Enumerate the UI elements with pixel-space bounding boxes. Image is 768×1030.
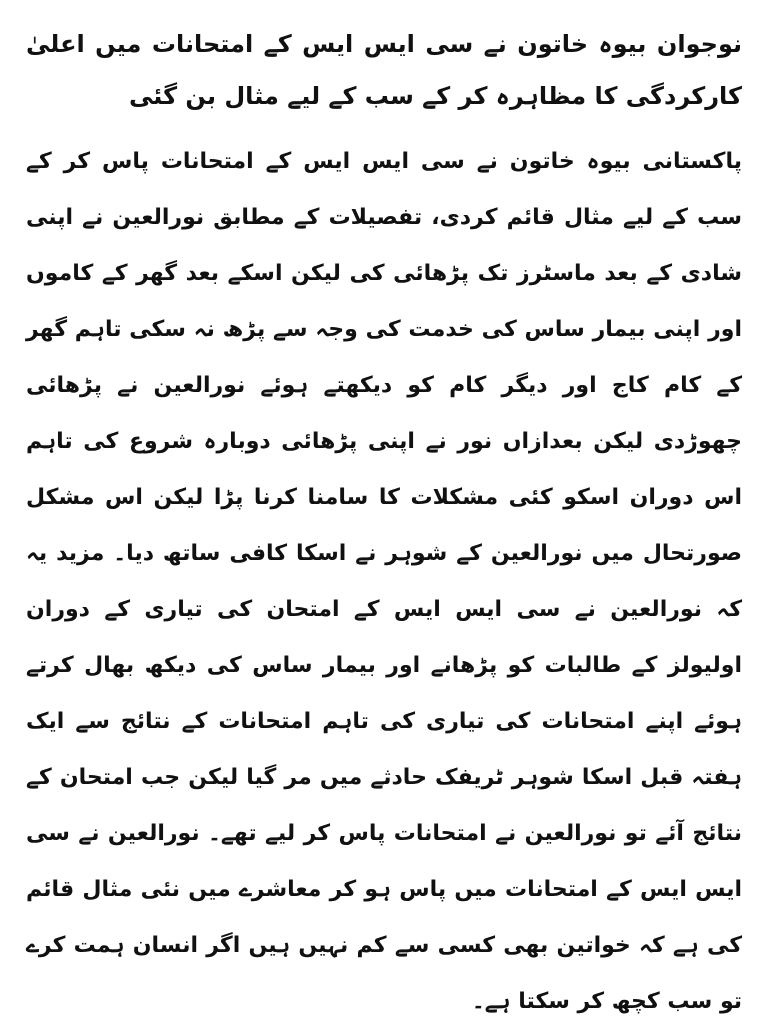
article-body: پاکستانی بیوہ خاتون نے سی ایس ایس کے امتحانات پاس کر کے سب کے لیے مثال قائم کردی، تفصیلات کے مطابق نورالعین نے اپنی شادی کے بعد ماسٹرز تک پڑھائی کی لیکن اسکے بعد گھر کے کاموں اور اپنی بیمار ساس کی خدمت کی وجہ سے پڑھ نہ سکی تاہم گھر کے کام کاج اور دیگر کام کو دیکھتے ہوئے نورالعین نے پڑھائی چھوڑدی لیکن بعدازاں نور نے اپنی پڑھائی دوبارہ شروع کی تاہم اس دوران اسکو کئی مشکلات کا سامنا کرنا پڑا لیکن اس مشکل صورتحال میں نورالعین کے شوہر نے اسکا کافی ساتھ دیا۔ مزید یہ کہ نورالعین نے سی ایس ایس کے امتحان کی تیاری کے دوران اولیولز کے طالبات کو پڑھانے اور بیمار ساس کی دیکھ بھال کرتے ہوئے اپنے امتحانات کی تیاری کی تاہم امتحانات کے نتائج سے ایک ہفتہ قبل اسکا شوہر ٹریفک حادثے میں مر گیا لیکن جب امتحان کے نتائج آئے تو نورالعین نے امتحانات پاس کر لیے تھے۔ نورالعین نے سی ایس ایس کے امتحانات میں پاس ہو کر معاشرے میں نئی مثال قائم کی ہے کہ خواتین بھی کسی سے کم نہیں ہیں اگر انسان ہمت کرے تو سب کچھ کر سکتا ہے۔ <box>26 149 742 1014</box>
article-headline: نوجوان بیوہ خاتون نے سی ایس ایس کے امتحانات میں اعلیٰ کارکردگی کا مظاہرہ کر کے سب کے لیے مثال بن گئی <box>26 30 742 110</box>
article <box>26 18 742 1030</box>
